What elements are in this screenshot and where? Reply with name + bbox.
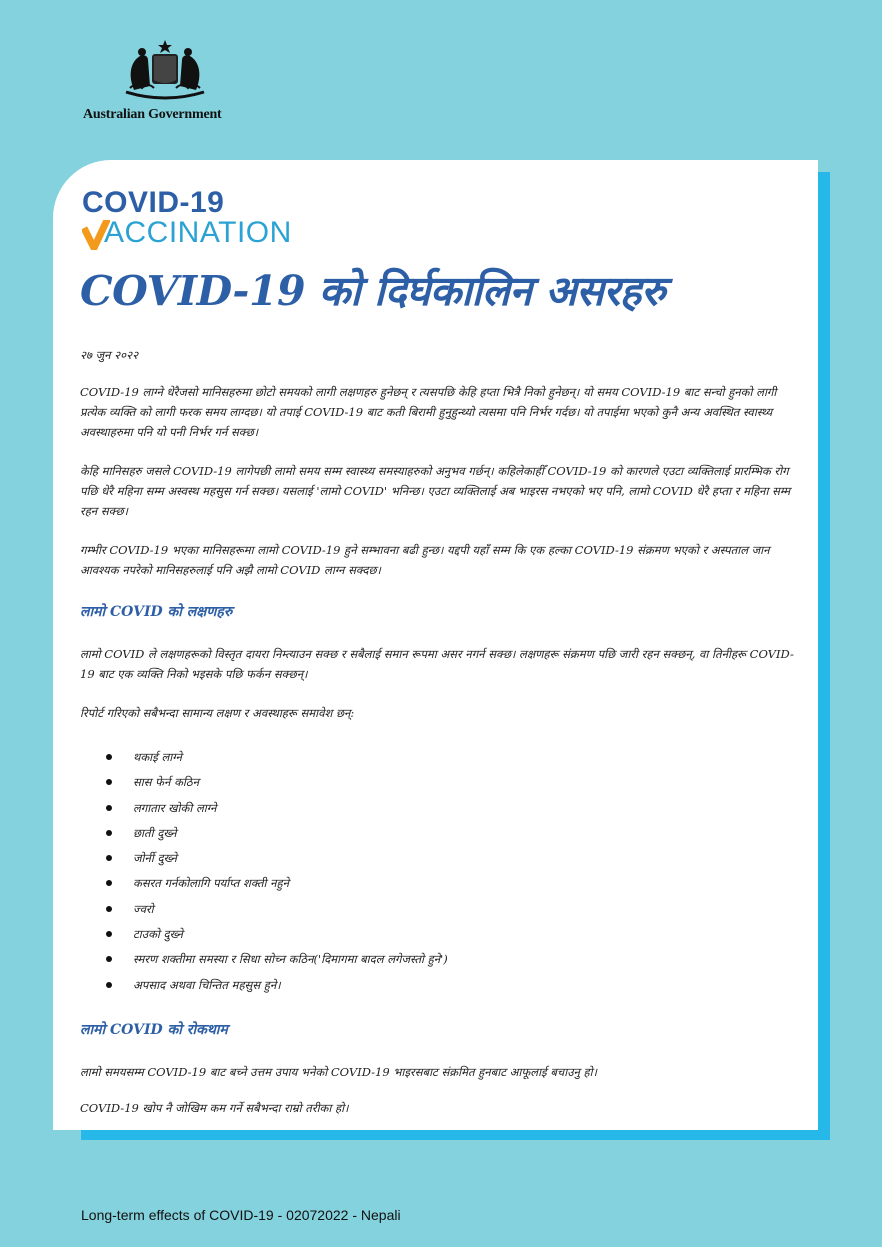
bullet-icon [106, 982, 112, 988]
bullet-icon [106, 830, 112, 836]
intro-paragraph-3: गम्भीर COVID-19 भएका मानिसहरूमा लामो COVID-19 हुने सम्भावना बढी हुन्छ। यद्दपी यहाँ सम्म कि एक हल्का COVID-19 संक्रमण भएको र अस्पताल जान आवश्यक नपरेको मानिसहरुलाई पनि अझै लामो COVID लाग्न सक्दछ। [80, 543, 770, 577]
list-item-text: टाउको दुख्ने [133, 927, 183, 942]
list-item [80, 949, 802, 974]
covid-vaccination-logo [82, 188, 292, 248]
bullet-icon [106, 906, 112, 912]
intro-paragraph-2: केहि मानिसहरु जसले COVID-19 लागेपछी लामो समय सम्म स्वास्थ्य समस्याहरुको अनुभव गर्छन्। कहिलेकाहीँ COVID-19 को कारणले एउटा व्यक्तिलाई प्रारम्भिक रोग पछि धेरै महिना सम्म अस्वस्थ महसुस गर्न सक्छ। यसलाई 'लामो COVID' भनिन्छ। एउटा व्यक्तिलाई अब भाइरस नभएको भए पनि, लामो COVID धेरै हप्ता र महिना सम्म रहन सक्छ। [80, 464, 791, 518]
footer-text: Long-term effects of COVID-19 - 02072022 - Nepali [81, 1207, 401, 1223]
logo-line1: COVID-19 [82, 186, 225, 219]
list-item [80, 975, 802, 1000]
bullet-icon [106, 931, 112, 937]
bullet-icon [106, 956, 112, 962]
coat-of-arms-icon [120, 38, 210, 104]
crest [80, 38, 250, 104]
list-item-text: सास फेर्न कठिन [133, 775, 199, 790]
list-item-text: अपसाद अथवा चिन्तित महसुस हुने। [133, 977, 281, 992]
intro-paragraph-1: COVID-19 लाग्ने धेरैजसो मानिसहरुमा छोटो समयको लागी लक्षणहरु हुनेछन् र त्यसपछि केहि हप्ता भित्रै निको हुनेछन्। यो समय COVID-19 बाट सन्चो हुनको लागी प्रत्येक व्यक्ति को लागी फरक समय लाग्दछ। यो तपाई COVID-19 बाट कती बिरामी हुनुहुन्थ्यो त्यसमा पनि निर्भर गर्दछ। यो तपाईमा भएको कुनै अन्य अवस्थित स्वास्थ्य अवस्थाहरुमा पनि यो पनी निर्भर गर्न सक्छ। [80, 385, 777, 439]
document-date: २७ जुन २०२२ [80, 348, 139, 362]
symptoms-list [80, 747, 802, 1000]
list-item-text: ज्वरो [133, 901, 154, 916]
prevention-paragraph-2: COVID-19 खोप नै जोखिम कम गर्ने सबैभन्दा राम्रो तरीका हो। [80, 1100, 349, 1115]
list-item [80, 848, 802, 873]
bullet-icon [106, 754, 112, 760]
government-name: Australian Government [83, 107, 222, 122]
logo-line2 [82, 218, 292, 248]
prevention-paragraph-1: लामो समयसम्म COVID-19 बाट बच्ने उत्तम उपाय भनेको COVID-19 भाइरसबाट संक्रमित हुनबाट आफूलाई बचाउनु हो। [80, 1064, 597, 1079]
list-item [80, 924, 802, 949]
symptoms-heading: लामो COVID को लक्षणहरु [80, 604, 233, 620]
symptoms-paragraph-2: रिपोर्ट गरिएको सबैभन्दा सामान्य लक्षण र अवस्थाहरू समावेश छन्: [80, 706, 355, 720]
list-item [80, 899, 802, 924]
list-item-text: कसरत गर्नकोलागि पर्याप्त शक्ती नहुने [133, 876, 290, 891]
bullet-icon [106, 805, 112, 811]
list-item [80, 772, 802, 797]
list-item-text: स्मरण शक्तीमा समस्या र सिधा सोच्न कठिन('दिमागमा बादल लगेजस्तो हुने') [133, 952, 448, 967]
list-item [80, 747, 802, 772]
page-title: COVID-19 को दिर्घकालिन असरहरु [80, 267, 665, 315]
list-item-text: छाती दुख्ने [133, 825, 177, 840]
symptoms-paragraph-1: लामो COVID ले लक्षणहरूको विस्तृत दायरा निम्त्याउन सक्छ र सबैलाई समान रूपमा असर नगर्न सक्छ। लक्षणहरू संक्रमण पछि जारी रहन सक्छन्, वा तिनीहरू COVID-19 बाट एक व्यक्ति निको भइसके पछि फर्कन सक्छन्। [80, 647, 794, 681]
checkmark-v-icon [82, 220, 110, 250]
list-item [80, 873, 802, 898]
bullet-icon [106, 779, 112, 785]
logo-line2-text: ACCINATION [104, 216, 292, 249]
list-item-text: थकाई लाग्ने [133, 750, 182, 764]
list-item-text: लगातार खोकी लाग्ने [133, 800, 217, 815]
list-item [80, 823, 802, 848]
list-item [80, 798, 802, 823]
bullet-icon [106, 880, 112, 886]
list-item-text: जोर्नी दुख्ने [133, 851, 177, 866]
prevention-heading: लामो COVID को रोकथाम [80, 1021, 228, 1038]
document-body [80, 345, 802, 1137]
bullet-icon [106, 855, 112, 861]
